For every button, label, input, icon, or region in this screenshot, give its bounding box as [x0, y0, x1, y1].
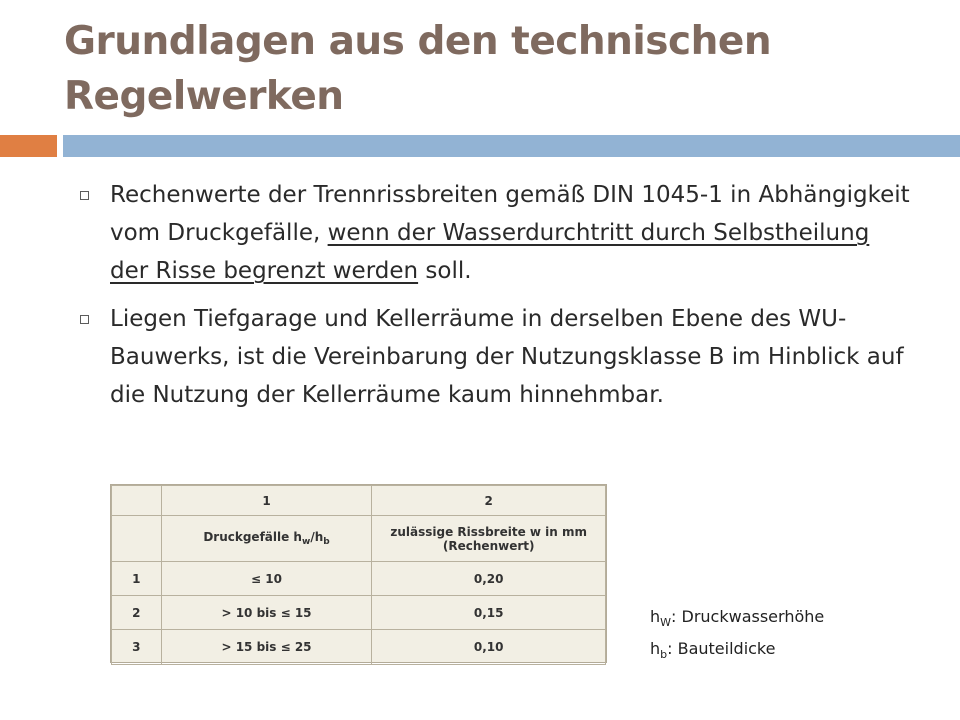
- pressure-range: > 15 bis ≤ 25: [161, 630, 372, 665]
- bullet-text-start: Rechenwerte der Trennrissbreiten gemäß DIN 1045-1 in Abhängigkeit vom Druckgefälle,: [110, 182, 910, 246]
- crack-width-table: [110, 484, 607, 663]
- crack-width-value: 0,10: [372, 630, 606, 665]
- legend-line-water-height: $h_W$: Druckwasserhöhe: [650, 607, 825, 629]
- legend: [650, 604, 824, 668]
- bullet-item: [72, 176, 912, 290]
- table-cell: [112, 516, 162, 562]
- row-number: 3: [112, 630, 162, 665]
- bullet-text-underlined: wenn der Wasserdurchtritt durch Selbstheilung der Risse begrenzt werden: [110, 220, 870, 284]
- bullet-item: [72, 300, 912, 414]
- square-bullet-icon: [80, 315, 89, 324]
- column-number: 1: [161, 486, 372, 516]
- bullet-text: Liegen Tiefgarage und Kellerräume in derselben Ebene des WU-Bauwerks, ist die Vereinbarung der Nutzungsklasse B im Hinblick auf die Nutzung der Kellerräume kaum hinnehmbar.: [110, 306, 904, 408]
- crack-width-value: 0,20: [372, 562, 606, 596]
- pressure-range: > 10 bis ≤ 15: [161, 596, 372, 630]
- header-pressure-gradient: Druckgefälle $h_w/h_b$: [161, 516, 372, 562]
- row-number: 1: [112, 562, 162, 596]
- bullet-list: [72, 176, 912, 414]
- table-column-number-row: [112, 486, 606, 516]
- header-crack-width: zulässige Rissbreite w in mm (Rechenwert): [372, 516, 606, 562]
- accent-bar-blue: [63, 135, 960, 157]
- legend-line-thickness: $h_b$: Bauteildicke: [650, 639, 776, 661]
- accent-bar-orange: [0, 135, 57, 157]
- table-header-row: [112, 516, 606, 562]
- column-number: 2: [372, 486, 606, 516]
- table-cell: [112, 486, 162, 516]
- crack-width-value: 0,15: [372, 596, 606, 630]
- square-bullet-icon: [80, 191, 89, 200]
- table-row: [112, 630, 606, 665]
- table-row: [112, 596, 606, 630]
- bullet-text-end: soll.: [418, 258, 472, 284]
- pressure-range: ≤ 10: [161, 562, 372, 596]
- table-row: [112, 562, 606, 596]
- row-number: 2: [112, 596, 162, 630]
- slide-title: Grundlagen aus den technischen Regelwerken: [64, 19, 772, 119]
